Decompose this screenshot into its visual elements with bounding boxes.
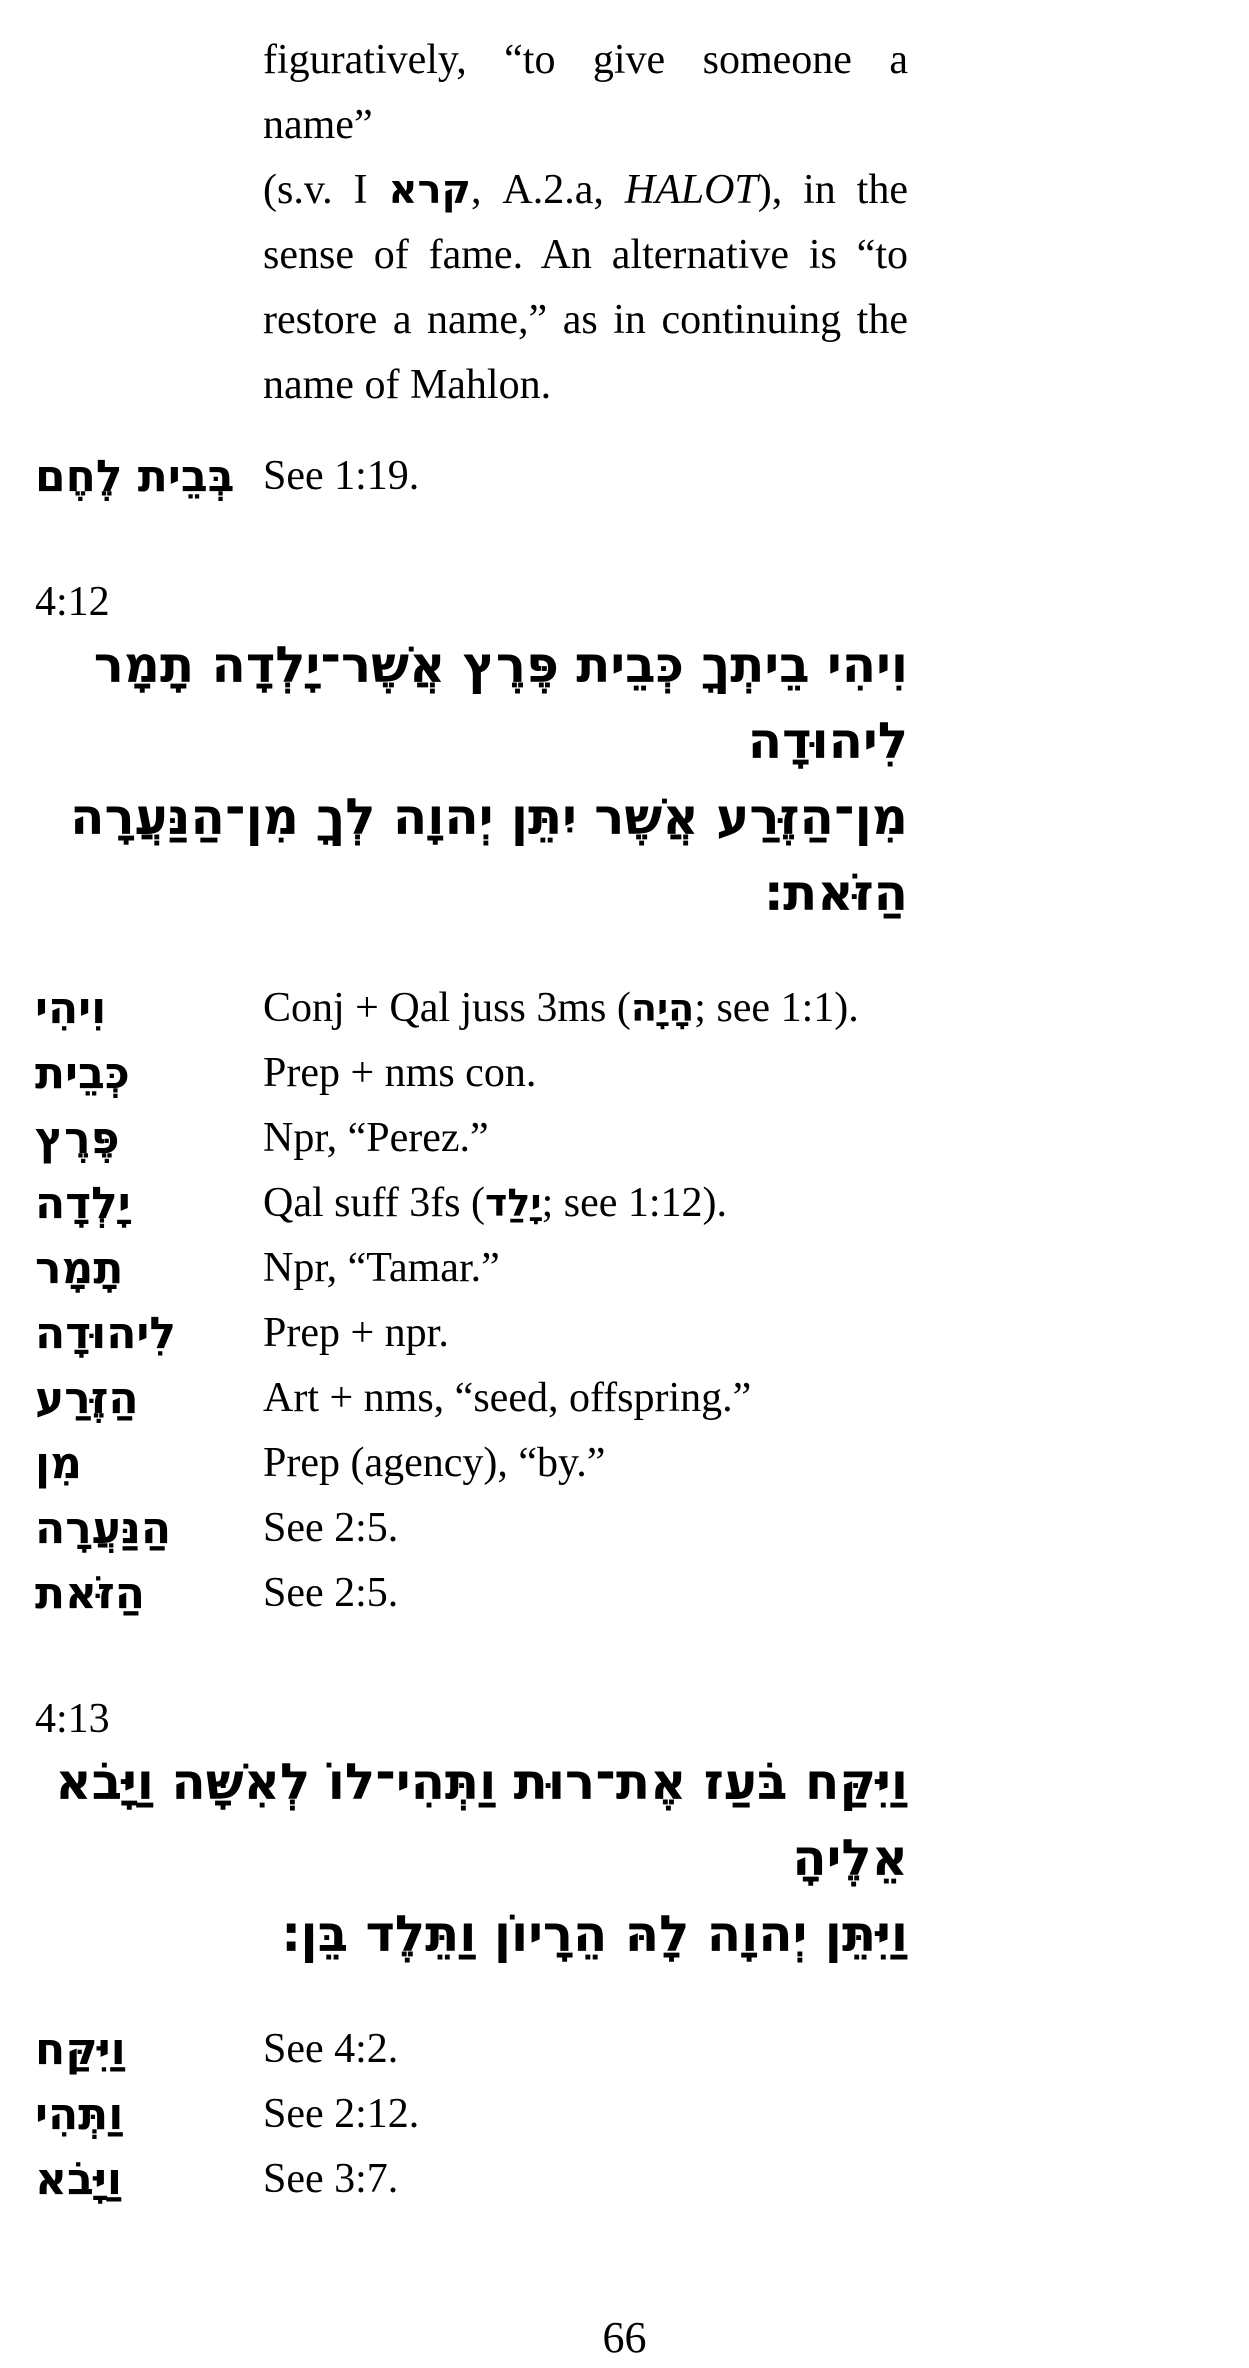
hebrew-lemma: וַיִּקַּח	[35, 2024, 126, 2075]
gloss-row	[0, 1431, 1249, 1496]
paragraph-line-5: name of Mahlon.	[263, 362, 552, 408]
gloss-post: ; see 1:1).	[694, 985, 859, 1031]
gloss-hebrew-inline: יָלַד	[485, 1181, 542, 1225]
hebrew-lemma: מִן	[35, 1438, 82, 1489]
gloss-text	[263, 1171, 908, 1236]
verse-line: וִיהִי בֵיתְךָ כְּבֵית פֶּרֶץ אֲשֶׁר־יָלְדָה תָמָר לִיהוּדָה	[93, 636, 908, 770]
hebrew-lemma: פֶּרֶץ	[35, 1113, 120, 1164]
line2-mid: , A.2.a,	[471, 167, 625, 213]
line2-hebrew-word: קרא	[388, 167, 471, 213]
gloss-pre: Prep + npr.	[263, 1310, 449, 1356]
intro-paragraph	[263, 28, 908, 418]
section-heading-4-13: 4:13	[35, 1696, 110, 1742]
gloss-text	[263, 1236, 908, 1301]
verse-block-4-13	[35, 1744, 908, 1972]
hebrew-lemma: כְּבֵית	[35, 1048, 130, 1099]
gloss-pre: See 2:12.	[263, 2091, 420, 2137]
verse-line: וַיִּתֵּן יְהוָה לָהּ הֵרָיוֹן וַתֵּלֶד בֵּן׃	[281, 1905, 908, 1963]
gloss-row	[0, 1366, 1249, 1431]
gloss-row	[0, 1106, 1249, 1171]
gloss-row	[0, 1171, 1249, 1236]
paragraph-line-1: figuratively, “to give someone a name”	[263, 37, 908, 148]
paragraph-line-2	[263, 158, 908, 223]
hebrew-lemma: תָמָר	[35, 1243, 124, 1294]
gloss-pre: Conj + Qal juss 3ms (	[263, 985, 631, 1031]
gloss-pre: See 2:5.	[263, 1505, 399, 1551]
gloss-row	[0, 2082, 1249, 2147]
paragraph-line-3: sense of fame. An alternative is “to	[263, 232, 908, 278]
gloss-text	[263, 2017, 908, 2082]
gloss-pre: Prep + nms con.	[263, 1050, 537, 1096]
gloss-row	[0, 976, 1249, 1041]
gloss-hebrew-inline: הָיָה	[630, 986, 695, 1030]
line2-pre: (s.v. I	[263, 167, 389, 213]
gloss-text	[263, 2082, 908, 2147]
gloss-pre: Npr, “Perez.”	[263, 1115, 489, 1161]
hebrew-lemma: וִיהִי	[35, 983, 107, 1034]
hebrew-lemma: הַזֹּאת	[35, 1568, 145, 1619]
gloss-pre: Art + nms, “seed, offspring.”	[263, 1375, 752, 1421]
gloss-text	[263, 1496, 908, 1561]
hebrew-lemma: וַתְּהִי	[35, 2089, 124, 2140]
gloss-table-4-13	[0, 2017, 1249, 2212]
hebrew-lemma: הַנַּעֲרָה	[35, 1503, 172, 1554]
gloss-text	[263, 1301, 908, 1366]
hebrew-lemma: יָלְדָה	[35, 1178, 131, 1229]
section-heading-4-12: 4:12	[35, 579, 110, 625]
gloss-pre: Npr, “Tamar.”	[263, 1245, 500, 1291]
document-page	[0, 28, 1249, 2362]
paragraph-line-4: restore a name,” as in continuing the	[263, 297, 908, 343]
gloss-row	[0, 2147, 1249, 2212]
verse-block-4-12	[35, 627, 908, 931]
hebrew-lemma: לִיהוּדָה	[35, 1308, 177, 1359]
gloss-pre: Qal suff 3fs (	[263, 1180, 486, 1226]
gloss-pre: See 2:5.	[263, 1570, 399, 1616]
verse-line: וַיִּקַּח בֹּעַז אֶת־רוּת וַתְּהִי־לוֹ לְאִשָּׁה וַיָּבֹא אֵלֶיהָ	[55, 1753, 908, 1887]
verse-line: מִן־הַזֶּרַע אֲשֶׁר יִתֵּן יְהוָה לְךָ מִן־הַנַּעֲרָה הַזֹּאת׃	[70, 788, 908, 922]
gloss-row	[0, 2017, 1249, 2082]
gloss-text	[263, 2147, 908, 2212]
gloss-text	[263, 1106, 908, 1171]
gloss-row	[0, 1301, 1249, 1366]
gloss-row	[0, 1561, 1249, 1626]
gloss-text	[263, 1366, 908, 1431]
gloss-post: ; see 1:12).	[541, 1180, 728, 1226]
gloss-pre: See 4:2.	[263, 2026, 399, 2072]
line2-halot-abbrev: HALOT	[624, 167, 758, 213]
gloss-text: See 1:19.	[263, 453, 420, 499]
gloss-row	[0, 1041, 1249, 1106]
gloss-text	[263, 1041, 908, 1106]
hebrew-lemma: וַיָּבֹא	[35, 2154, 122, 2205]
page-number: 66	[602, 2313, 647, 2362]
gloss-row-bethlehem	[0, 444, 1249, 509]
gloss-pre: Prep (agency), “by.”	[263, 1440, 606, 1486]
gloss-table-4-12	[0, 976, 1249, 1626]
gloss-text	[263, 1431, 908, 1496]
hebrew-lemma: הַזֶּרַע	[35, 1373, 139, 1424]
line2-post: ), in the	[757, 167, 908, 213]
gloss-text	[263, 1561, 908, 1626]
hebrew-lemma: בְּבֵית לֶחֶם	[35, 451, 235, 502]
gloss-row	[0, 1236, 1249, 1301]
gloss-pre: See 3:7.	[263, 2156, 399, 2202]
gloss-text	[263, 976, 908, 1041]
gloss-row	[0, 1496, 1249, 1561]
